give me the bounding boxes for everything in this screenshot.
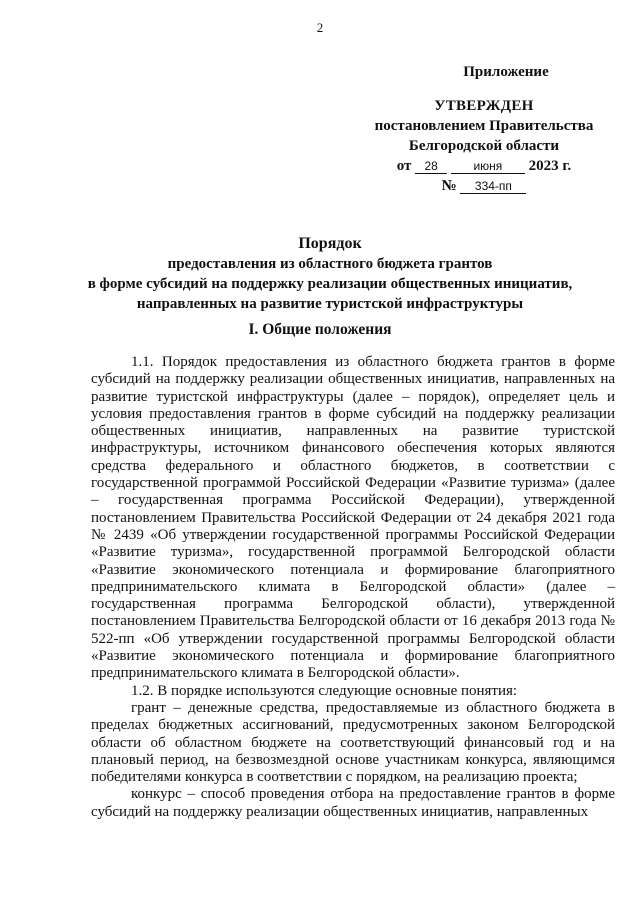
number-prefix: № [441,178,457,194]
paragraph-grant-definition: грант – денежные средства, предоставляемые из областного бюджета в пределах бюджетных ассигнований, предусмотренных законом Белгородской области об областном бюджете на соответствующий финансовый год и на плановый период, на безвозмездной основе участникам конкурса, являющимся победителями конкурса в соответствии с порядком, на реализацию проекта; [91,699,615,786]
paragraph-1-1: 1.1. Порядок предоставления из областного бюджета грантов в форме субсидий на поддержку реализации общественных инициатив, направленных на развитие туристской инфраструктуры (далее – порядок), определяет цель и условия предоставления грантов в форме субсидий на поддержку реализации общественных инициатив, направленных на развитие туристской инфраструктуры, источником финансового обеспечения которых являются средства федерального и областного бюджетов, в соответствии с государственной программой Российской Федерации «Развитие туризма» (далее – государственная программа Российской Федерации), утвержденной постановлением Правительства Российской Федерации от 24 декабря 2021 года № 2439 «Об утверждении государственной программы Российской Федерации «Развитие туризма», государственной программой Белгородской области «Развитие экономического потенциала и формирование благоприятного предпринимательского климата в Белгородской области» (далее – государственная программа Белгородской области), утвержденной постановлением Правительства Белгородской области от 16 декабря 2013 года № 522-пп «Об утверждении государственной программы Белгородской области «Развитие экономического потенциала и формирование благоприятного предпринимательского климата в Белгородской области». [91,354,615,682]
approval-number [362,176,606,196]
title-line-4: направленных на развитие туристской инфраструктуры [136,296,524,312]
paragraph-contest-definition: конкурс – способ проведения отбора на предоставление грантов в форме субсидий на поддержку реализации общественных инициатив, направленных [91,786,615,820]
appendix-label: Приложение [463,64,549,80]
date-prefix: от [396,158,412,174]
approval-line-1: постановлением Правительства [374,118,594,134]
document-body [91,354,615,821]
approved-label: УТВЕРЖДЕН [434,98,534,114]
date-month: июня [451,159,525,174]
document-title [80,234,580,314]
approval-line-2: Белгородской области [408,138,560,154]
date-year: 2023 г. [528,158,572,174]
section-heading: I. Общие положения [248,321,392,338]
date-day: 28 [415,159,447,174]
title-line-2: предоставления из областного бюджета грантов [167,256,493,272]
page-number: 2 [316,20,324,35]
title-line-1: Порядок [298,235,362,252]
approval-block [362,62,606,196]
approval-date [362,156,606,176]
number-value: 334-пп [460,179,526,194]
title-line-3: в форме субсидий на поддержку реализации общественных инициатив, [87,276,573,292]
paragraph-1-2: 1.2. В порядке используются следующие основные понятия: [131,682,518,699]
